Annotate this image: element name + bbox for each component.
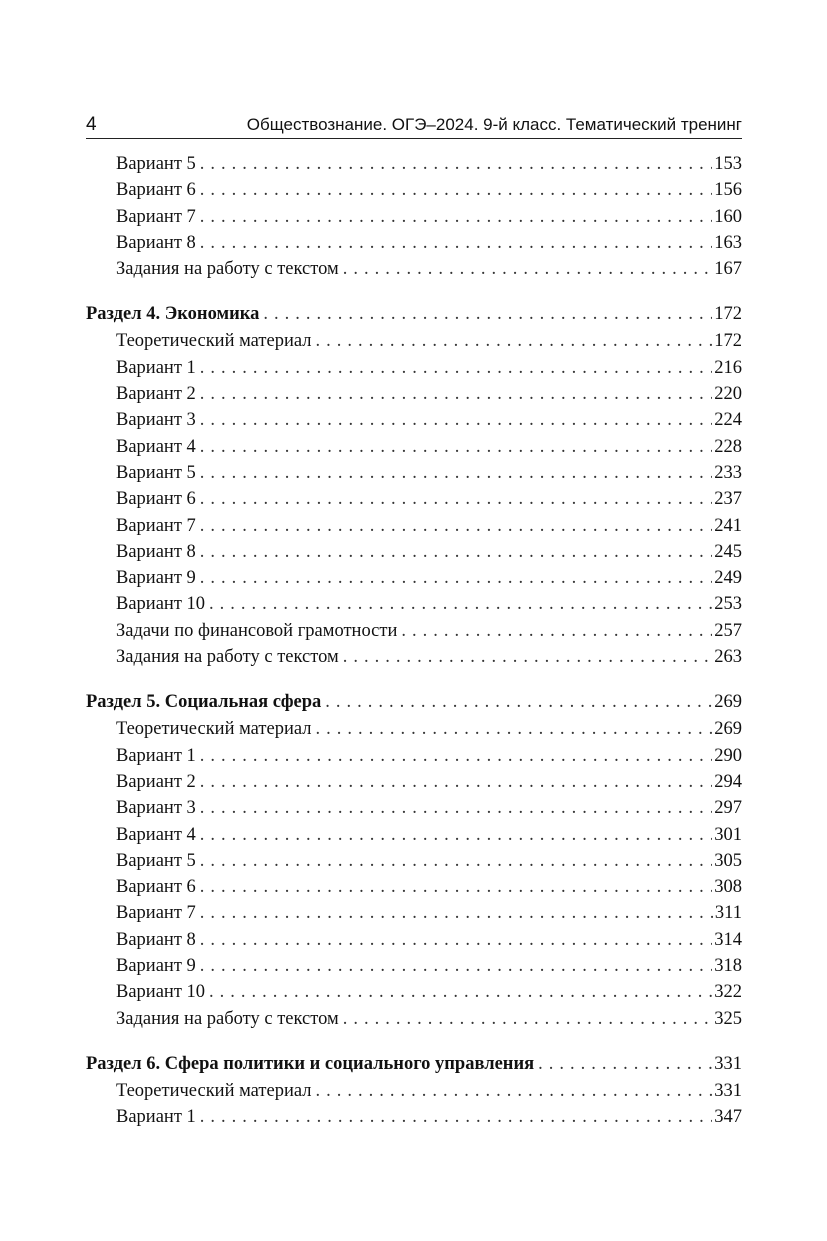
toc-entry-page: 301 [714,824,742,845]
toc-entry[interactable] [86,1104,742,1130]
toc-section-5[interactable] [86,688,742,716]
toc-entry[interactable] [86,256,742,282]
toc-entry[interactable] [86,743,742,769]
dot-leader [200,539,712,565]
dot-leader [200,513,712,539]
running-title: Обществознание. ОГЭ–2024. 9-й класс. Тематический тренинг [246,115,742,134]
toc-entry[interactable] [86,979,742,1005]
toc-section-6[interactable] [86,1050,742,1078]
toc-section-4[interactable] [86,300,742,328]
table-of-contents [86,151,742,1131]
dot-leader [200,769,712,795]
toc-entry-label: Вариант 9 [116,568,196,589]
toc-section-page: 172 [714,304,742,325]
toc-entry[interactable] [86,769,742,795]
toc-entry-label: Вариант 8 [116,929,196,950]
dot-leader [200,151,712,177]
dot-leader [200,743,712,769]
toc-entry[interactable] [86,539,742,565]
toc-entry-label: Задания на работу с текстом [116,1008,339,1029]
toc-entry-page: 253 [714,594,742,615]
toc-entry-label: Вариант 7 [116,206,196,227]
toc-entry-label: Вариант 5 [116,850,196,871]
toc-entry-label: Вариант 8 [116,541,196,562]
toc-entry-page: 156 [714,180,742,201]
toc-entry-label: Вариант 2 [116,384,196,405]
toc-entry[interactable] [86,848,742,874]
toc-entry[interactable] [86,434,742,460]
toc-entry-page: 233 [714,462,742,483]
toc-entry[interactable] [86,874,742,900]
toc-entry-label: Вариант 4 [116,436,196,457]
toc-entry-page: 322 [714,982,742,1003]
toc-entry[interactable] [86,328,742,354]
toc-entry[interactable] [86,460,742,486]
toc-entry-page: 220 [714,384,742,405]
dot-leader [200,486,712,512]
toc-entry[interactable] [86,644,742,670]
toc-entry-label: Вариант 6 [116,877,196,898]
toc-entry-label: Вариант 4 [116,824,196,845]
toc-entry-page: 294 [714,771,742,792]
toc-entry-label: Вариант 3 [116,410,196,431]
dot-leader [538,1050,712,1078]
toc-entry-page: 263 [714,647,742,668]
dot-leader [200,900,713,926]
toc-entry-label: Теоретический материал [116,1080,312,1101]
toc-entry-page: 249 [714,568,742,589]
dot-leader [200,565,712,591]
toc-entry-page: 241 [714,515,742,536]
toc-entry-page: 245 [714,541,742,562]
toc-entry[interactable] [86,151,742,177]
dot-leader [200,795,712,821]
toc-entry[interactable] [86,927,742,953]
dot-leader [200,822,712,848]
toc-entry-label: Задания на работу с текстом [116,259,339,280]
toc-entry-page: 269 [714,719,742,740]
toc-entry[interactable] [86,355,742,381]
dot-leader [200,381,712,407]
toc-entry-label: Вариант 1 [116,357,196,378]
toc-entry-page: 311 [714,903,742,924]
toc-entry[interactable] [86,1006,742,1032]
toc-entry-page: 153 [714,154,742,174]
toc-entry-label: Вариант 10 [116,594,206,615]
dot-leader [209,591,712,617]
toc-entry-label: Вариант 9 [116,956,196,977]
toc-entry[interactable] [86,230,742,256]
toc-entry-page: 297 [714,798,742,819]
toc-entry[interactable] [86,591,742,617]
toc-entry-label: Вариант 3 [116,798,196,819]
dot-leader [200,204,712,230]
dot-leader [200,355,712,381]
toc-entry-page: 347 [714,1107,742,1128]
toc-entry-label: Вариант 2 [116,771,196,792]
dot-leader [343,256,713,282]
toc-entry-label: Теоретический материал [116,331,312,352]
toc-entry[interactable] [86,618,742,644]
dot-leader [200,1104,712,1130]
toc-entry-page: 167 [714,259,742,280]
toc-entry-page: 224 [714,410,742,431]
dot-leader [315,716,712,742]
dot-leader [315,328,712,354]
toc-entry-page: 160 [714,206,742,227]
toc-section-page: 269 [714,692,742,713]
dot-leader [343,644,713,670]
toc-entry[interactable] [86,795,742,821]
toc-entry-page: 216 [714,357,742,378]
toc-section-page: 331 [714,1053,742,1074]
dot-leader [401,618,712,644]
toc-entry-label: Задания на работу с текстом [116,647,339,668]
toc-entry-page: 237 [714,489,742,510]
toc-entry-page: 314 [714,929,742,950]
page-header [86,110,742,139]
toc-entry-page: 228 [714,436,742,457]
toc-entry-label: Вариант 10 [116,982,206,1003]
dot-leader [209,979,712,1005]
toc-entry-page: 331 [714,1080,742,1101]
toc-entry-label: Вариант 1 [116,745,196,766]
dot-leader [325,688,712,716]
toc-entry-label: Вариант 8 [116,232,196,253]
toc-entry-page: 318 [714,956,742,977]
toc-section-title: Раздел 5. Социальная сфера [86,692,322,713]
toc-entry[interactable] [86,953,742,979]
page-number: 4 [86,114,97,135]
toc-entry-label: Вариант 7 [116,903,196,924]
toc-entry[interactable] [86,486,742,512]
toc-section-title: Раздел 4. Экономика [86,304,260,325]
dot-leader [200,230,712,256]
toc-section-title: Раздел 6. Сфера политики и социального управления [86,1053,535,1074]
dot-leader [200,953,712,979]
toc-entry-label: Вариант 6 [116,180,196,201]
toc-entry-page: 325 [714,1008,742,1029]
toc-entry-page: 308 [714,877,742,898]
dot-leader [200,874,712,900]
dot-leader [200,434,712,460]
toc-entry-page: 305 [714,850,742,871]
toc-entry[interactable] [86,513,742,539]
toc-entry-label: Задачи по финансовой грамотности [116,620,398,641]
toc-entry-page: 290 [714,745,742,766]
toc-entry-page: 172 [714,331,742,352]
toc-entry[interactable] [86,204,742,230]
dot-leader [200,177,712,203]
toc-entry-label: Вариант 5 [116,462,196,483]
toc-entry[interactable] [86,716,742,742]
dot-leader [315,1078,712,1104]
dot-leader [343,1006,713,1032]
toc-entry[interactable] [86,381,742,407]
toc-entry[interactable] [86,900,742,926]
toc-entry-label: Вариант 6 [116,489,196,510]
dot-leader [200,460,712,486]
toc-entry-label: Вариант 7 [116,515,196,536]
toc-entry-page: 163 [714,232,742,253]
toc-entry[interactable] [86,822,742,848]
toc-entry[interactable] [86,1078,742,1104]
toc-entry-page: 257 [714,620,742,641]
toc-entry[interactable] [86,407,742,433]
toc-entry-label: Теоретический материал [116,719,312,740]
dot-leader [200,927,712,953]
dot-leader [200,407,712,433]
toc-entry-label: Вариант 1 [116,1107,196,1128]
dot-leader [200,848,712,874]
dot-leader [263,300,712,328]
toc-entry[interactable] [86,177,742,203]
toc-entry-label: Вариант 5 [116,154,196,174]
toc-entry[interactable] [86,565,742,591]
